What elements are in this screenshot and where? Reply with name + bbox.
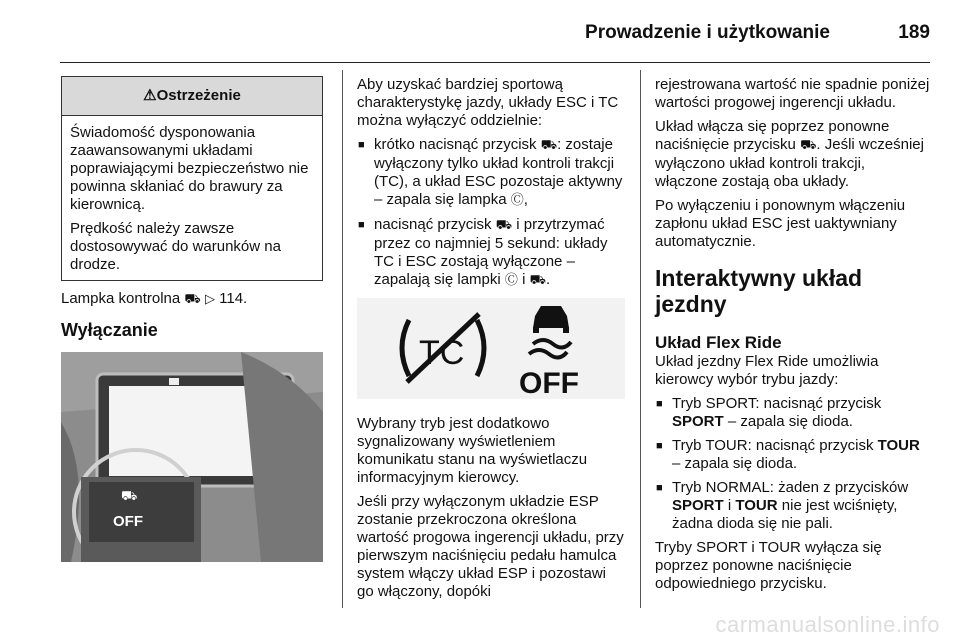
paragraph: Jeśli przy wyłączonym układzie ESP zostanie przekroczona określona wartość progowa ingerencji układu, przy pierwszym naciśnięciu pedału hamulca system włączy układ ESP i pozostawi go włączony, dopóki xyxy=(357,493,624,600)
column-divider xyxy=(640,70,641,608)
warning-box xyxy=(61,76,323,281)
bullet-list xyxy=(655,395,930,533)
section-heading: Interaktywny układ jezdny xyxy=(655,265,863,317)
traction-control-icon: ⛟ xyxy=(540,138,558,153)
warning-text: Świadomość dysponowania zaawansowanymi układami poprawiającymi bezpieczeństwo nie powinna skłaniać do brawury za kierownicą. xyxy=(70,124,309,213)
bullet-list xyxy=(357,136,625,290)
warning-title: Ostrzeżenie xyxy=(156,87,241,104)
tc-off-icon: Ⓒ xyxy=(510,193,524,208)
page-header xyxy=(60,0,930,63)
column-divider xyxy=(342,70,343,608)
off-label: OFF xyxy=(519,367,579,399)
paragraph: Aby uzyskać bardziej sportową charakterystykę jazdy, układy ESC i TC można wyłączyć oddzielnie: xyxy=(357,76,619,129)
list-item: ■ Tryb NORMAL: żaden z przycisków SPORT i TOUR nie jest wciśnięty, żadna dioda się nie pali. xyxy=(655,479,930,533)
subsection-heading: Układ Flex Ride xyxy=(655,333,782,352)
paragraph: Układ włącza się poprzez ponowne naciśnięcie przycisku ⛟. Jeśli wcześniej wyłączono układ kontroli trakcji, włączone zostają oba układy. xyxy=(655,118,924,190)
page-reference-icon: ▷ xyxy=(204,292,215,307)
list-item: ■ nacisnąć przycisk ⛟ i przytrzymać przez co najmniej 5 sekund: układy TC i ESC zostają wyłączone – zapalają się lampki Ⓒ i ⛟. xyxy=(357,216,625,290)
list-item: ■ krótko nacisnąć przycisk ⛟: zostaje wyłączony tylko układ kontroli trakcji (TC), a układ ESC pozostaje aktywny – zapala się lampka Ⓒ, xyxy=(357,136,625,210)
warning-header xyxy=(62,77,322,116)
list-item: ■ Tryb SPORT: nacisnąć przycisk SPORT – zapala się dioda. xyxy=(655,395,930,431)
svg-text:TC: TC xyxy=(419,334,465,372)
list-item: ■ Tryb TOUR: nacisnąć przycisk TOUR – zapala się dioda. xyxy=(655,437,930,473)
indicator-icons-panel xyxy=(357,298,625,399)
traction-control-icon: ⛟ xyxy=(184,292,201,307)
paragraph: Tryby SPORT i TOUR wyłącza się poprzez ponowne naciśnięcie odpowiedniego przycisku. xyxy=(655,539,882,592)
tc-off-indicator-icon xyxy=(402,314,484,382)
page-title: Prowadzenie i użytkowanie xyxy=(585,22,830,43)
traction-control-icon: ⛟ xyxy=(495,218,513,233)
paragraph: Układ jezdny Flex Ride umożliwia kierowcy wybór trybu jazdy: xyxy=(655,353,879,388)
paragraph: Wybrany tryb jest dodatkowo sygnalizowany wyświetleniem komunikatu stanu na wyświetlaczu informacyjnym kierowcy. xyxy=(357,415,588,486)
dashboard-photo xyxy=(61,352,323,562)
section-heading: Wyłączanie xyxy=(61,320,158,340)
esc-off-icon: ⛟ xyxy=(529,273,546,288)
page-number: 189 xyxy=(898,22,930,43)
tc-off-icon: Ⓒ xyxy=(504,273,518,288)
esc-off-indicator-icon xyxy=(519,306,579,399)
traction-control-icon: ⛟ xyxy=(800,138,817,153)
warning-triangle-icon: ⚠ xyxy=(143,87,157,104)
warning-text: Prędkość należy zawsze dostosowywać do warunków na drodze. xyxy=(70,220,281,273)
paragraph: Po wyłączeniu i ponownym włączeniu zapłonu układ ESC jest uaktywniany automatycznie. xyxy=(655,197,906,250)
svg-text:⛟: ⛟ xyxy=(121,489,138,504)
watermark: carmanualsonline.info xyxy=(715,612,940,637)
indicator-reference: Lampka kontrolna ⛟ ▷ 114. xyxy=(61,290,248,307)
paragraph: rejestrowana wartość nie spadnie poniżej wartości progowej ingerencji układu. xyxy=(655,76,930,111)
off-button-label: OFF xyxy=(113,513,143,530)
